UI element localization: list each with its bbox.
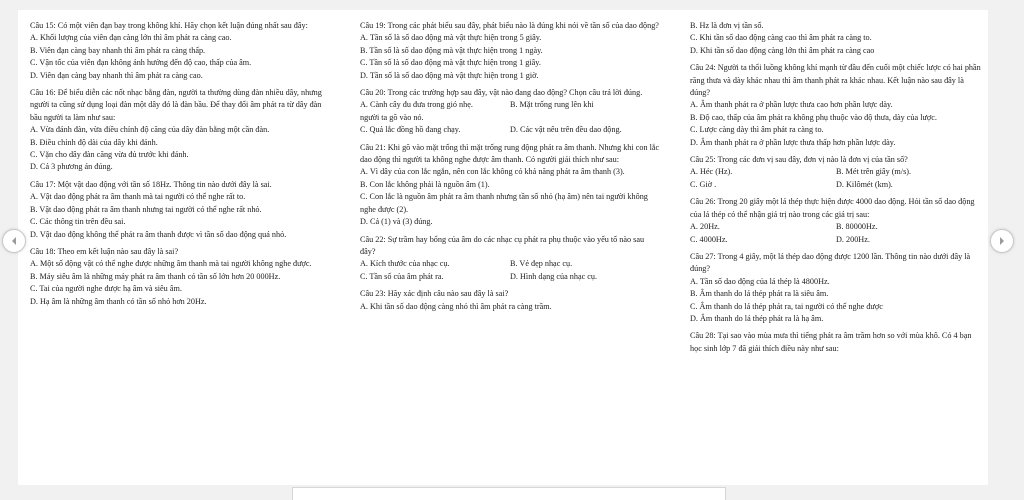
question-22 xyxy=(360,234,660,284)
option-b: B. 80000Hz. xyxy=(836,222,878,232)
option-d: D. Hạ âm là những âm thanh có tần số nhỏ hơn 20Hz. xyxy=(30,296,207,306)
question-20 xyxy=(360,87,660,137)
question-stem: Câu 16: Để biểu diễn các nốt nhạc bằng đàn, người ta thường dùng đàn nhiều dây, nhưng người ta cũng sử dụng loại đàn một dây đó là đàn bầu. Để thay đổi âm phát ra từ dây đàn bầu người ta làm như sau: xyxy=(30,88,322,122)
options-row xyxy=(690,234,982,246)
question-27 xyxy=(690,251,982,325)
option-a: A. Vì dây của con lắc ngắn, nên con lắc không có khả năng phát ra âm thanh (3). xyxy=(360,167,625,177)
option-d: D. Viên đạn càng bay nhanh thì âm phát ra càng cao. xyxy=(30,70,203,80)
option-b: B. Hz là đơn vị tần số. xyxy=(690,21,764,30)
option-b: B. Mét trên giây (m/s). xyxy=(836,167,912,177)
option-d: D. Hình dạng của nhạc cụ. xyxy=(510,271,598,281)
question-17 xyxy=(30,179,330,241)
question-stem: Câu 25: Trong các đơn vị sau đây, đơn vị nào là đơn vị của tần số? xyxy=(690,155,908,165)
column-2 xyxy=(360,20,660,318)
option-c: C. Tần số của âm phát ra. xyxy=(360,271,444,281)
option-d: D. Vật dao động không thể phát ra âm thanh được vì tần số dao động quá nhỏ. xyxy=(30,229,287,239)
option-a: A. Khi tần số dao động càng nhỏ thì âm phát ra càng trầm. xyxy=(360,301,552,311)
column-1 xyxy=(30,20,330,313)
option-b: B. Điều chỉnh độ dài của dây khi đánh. xyxy=(30,137,158,147)
option-c: C. Vặn cho dây đàn căng vừa đủ trước khi đánh. xyxy=(30,150,189,160)
option-b: B. Mặt trống rung lên khi xyxy=(510,100,594,110)
next-page-preview xyxy=(292,487,726,500)
option-d: D. Cả (1) và (3) đúng. xyxy=(360,217,433,227)
question-23-continued xyxy=(690,20,982,57)
question-stem: Câu 22: Sự trầm hay bổng của âm do các nhạc cụ phát ra phụ thuộc vào yếu tố nào sau đây? xyxy=(360,234,645,256)
option-a: A. Héc (Hz). xyxy=(690,167,733,177)
question-stem: Câu 18: Theo em kết luận nào sau đây là sai? xyxy=(30,246,179,256)
option-d: D. Các vật nêu trên đều dao động. xyxy=(510,125,622,135)
column-3 xyxy=(690,20,982,360)
option-c: C. 4000Hz. xyxy=(690,234,728,244)
option-a: A. Vừa đánh đàn, vừa điều chỉnh độ căng của dây đàn bằng một cần đàn. xyxy=(30,125,270,135)
question-23 xyxy=(360,288,660,313)
question-stem: Câu 27: Trong 4 giây, một lá thép dao động được 1200 lần. Thông tin nào dưới đây là đúng? xyxy=(690,251,971,274)
question-25 xyxy=(690,154,982,191)
options-row xyxy=(690,166,982,178)
next-page-button[interactable] xyxy=(990,229,1014,253)
question-stem: Câu 21: Khi gõ vào mặt trống thì mặt trống rung động phát ra âm thanh. Nhưng khi con lắc dao động thì người ta không nghe được âm thanh. Có người giải thích như sau: xyxy=(360,142,660,165)
options-row xyxy=(690,221,982,233)
option-d: D. Kilômét (km). xyxy=(836,179,893,189)
option-b-continued: người ta gõ vào nó. xyxy=(360,112,424,122)
question-21 xyxy=(360,142,660,229)
option-c: C. Âm thanh do lá thép phát ra, tai người có thể nghe được xyxy=(690,301,883,311)
question-stem: Câu 28: Tại sao vào mùa mưa thì tiếng phát ra âm trầm hơn so với mùa khô. Có 4 bạn học sinh lớp 7 đã giải thích điều này như sau: xyxy=(690,331,972,353)
previous-page-button[interactable] xyxy=(2,229,26,253)
option-a: A. Cành cây đu đưa trong gió nhẹ. xyxy=(360,100,473,110)
question-stem: Câu 24: Người ta thổi luồng không khí mạnh từ đầu đến cuối một chiếc lược có hai phần răng thưa và dày khác nhau thì âm thanh phát ra khác nhau. Kết luận nào sau đây là đúng? xyxy=(690,63,981,98)
question-stem: Câu 26: Trong 20 giây một lá thép thực hiện được 4000 dao động. Hỏi tần số dao động của lá thép có thể nhận giá trị nào trong các giá trị sau: xyxy=(690,197,975,219)
question-18 xyxy=(30,246,330,308)
question-stem: Câu 15: Có một viên đạn bay trong không khí. Hãy chọn kết luận đúng nhất sau đây: xyxy=(30,21,308,30)
option-b: B. Máy siêu âm là những máy phát ra âm thanh có tần số lớn hơn 20 000Hz. xyxy=(30,271,281,281)
question-19 xyxy=(360,20,660,82)
chevron-left-icon xyxy=(9,236,19,246)
option-d: D. Tần số là số dao động mà vật thực hiện trong 1 giờ. xyxy=(360,70,539,80)
option-c: C. Khi tần số dao động càng cao thì âm phát ra càng to. xyxy=(690,33,872,43)
question-26 xyxy=(690,196,982,246)
question-16 xyxy=(30,87,330,174)
options-row xyxy=(360,271,660,283)
option-b: B. Âm thanh do lá thép phát ra là siêu âm. xyxy=(690,289,829,299)
document-page xyxy=(18,10,988,485)
option-a: A. Tần số dao động của lá thép là 4800Hz. xyxy=(690,276,830,286)
options-row xyxy=(690,179,982,191)
option-d: D. 200Hz. xyxy=(836,234,870,244)
option-d: D. Âm thanh do lá thép phát ra là hạ âm. xyxy=(690,313,824,323)
option-a: A. Vật dao động phát ra âm thanh mà tai người có thể nghe rất to. xyxy=(30,192,246,202)
option-b: B. Vật dao động phát ra âm thanh nhưng tai người có thể nghe rất nhỏ. xyxy=(30,204,262,214)
options-row xyxy=(360,258,660,270)
option-d: D. Âm thanh phát ra ở phần lược thưa thấp hơn phần lược dày. xyxy=(690,137,896,147)
option-b: B. Tần số là số dao động mà vật thực hiện trong 1 ngày. xyxy=(360,45,543,55)
options-row xyxy=(360,124,660,136)
option-a: A. Kích thước của nhạc cụ. xyxy=(360,259,450,269)
option-b: B. Vẻ đẹp nhạc cụ. xyxy=(510,259,573,269)
option-a: A. Âm thanh phát ra ở phần lược thưa cao hơn phần lược dày. xyxy=(690,100,893,110)
option-c: C. Tai của người nghe được hạ âm và siêu âm. xyxy=(30,284,182,294)
option-c: C. Các thông tin trên đều sai. xyxy=(30,217,126,227)
option-c: C. Tần số là số dao động mà vật thực hiện trong 1 giây. xyxy=(360,58,541,68)
chevron-right-icon xyxy=(997,236,1007,246)
option-b: B. Độ cao, thấp của âm phát ra không phụ thuộc vào độ thưa, dày của lược. xyxy=(690,112,937,122)
option-c: C. Vận tốc của viên đạn không ảnh hưởng đến độ cao, thấp của âm. xyxy=(30,58,252,68)
question-stem: Câu 23: Hãy xác định câu nào sau đây là sai? xyxy=(360,289,509,299)
option-c: C. Giờ . xyxy=(690,179,717,189)
options-row xyxy=(360,99,660,111)
question-24 xyxy=(690,62,982,149)
option-c: C. Con lắc là nguồn âm phát ra âm thanh nhưng tần số nhỏ (hạ âm) nên tai người không nghe được (2). xyxy=(360,192,648,214)
question-15 xyxy=(30,20,330,82)
option-d: D. Cả 3 phương án đúng. xyxy=(30,162,113,172)
question-stem: Câu 19: Trong các phát biểu sau đây, phát biểu nào là đúng khi nói về tần số của dao động? xyxy=(360,21,659,30)
option-c: C. Quả lắc đồng hồ đang chạy. xyxy=(360,125,461,135)
option-a: A. Khối lượng của viên đạn càng lớn thì âm phát ra càng cao. xyxy=(30,33,232,43)
option-b: B. Viên đạn càng bay nhanh thì âm phát ra càng thấp. xyxy=(30,45,206,55)
option-a: A. 20Hz. xyxy=(690,222,720,232)
option-b: B. Con lắc không phải là nguồn âm (1). xyxy=(360,179,490,189)
question-28 xyxy=(690,330,982,355)
question-stem: Câu 20: Trong các trường hợp sau đây, vật nào đang dao động? Chọn câu trả lời đúng. xyxy=(360,88,643,98)
question-stem: Câu 17: Một vật dao động với tần số 18Hz. Thông tin nào dưới đây là sai. xyxy=(30,179,272,189)
option-d: D. Khi tần số dao động càng lớn thì âm phát ra càng cao xyxy=(690,45,875,55)
option-a: A. Một số động vật có thể nghe được những âm thanh mà tai người không nghe được. xyxy=(30,259,312,269)
option-c: C. Lược càng dày thì âm phát ra càng to. xyxy=(690,125,824,135)
option-a: A. Tần số là số dao động mà vật thực hiện trong 5 giây. xyxy=(360,33,542,43)
